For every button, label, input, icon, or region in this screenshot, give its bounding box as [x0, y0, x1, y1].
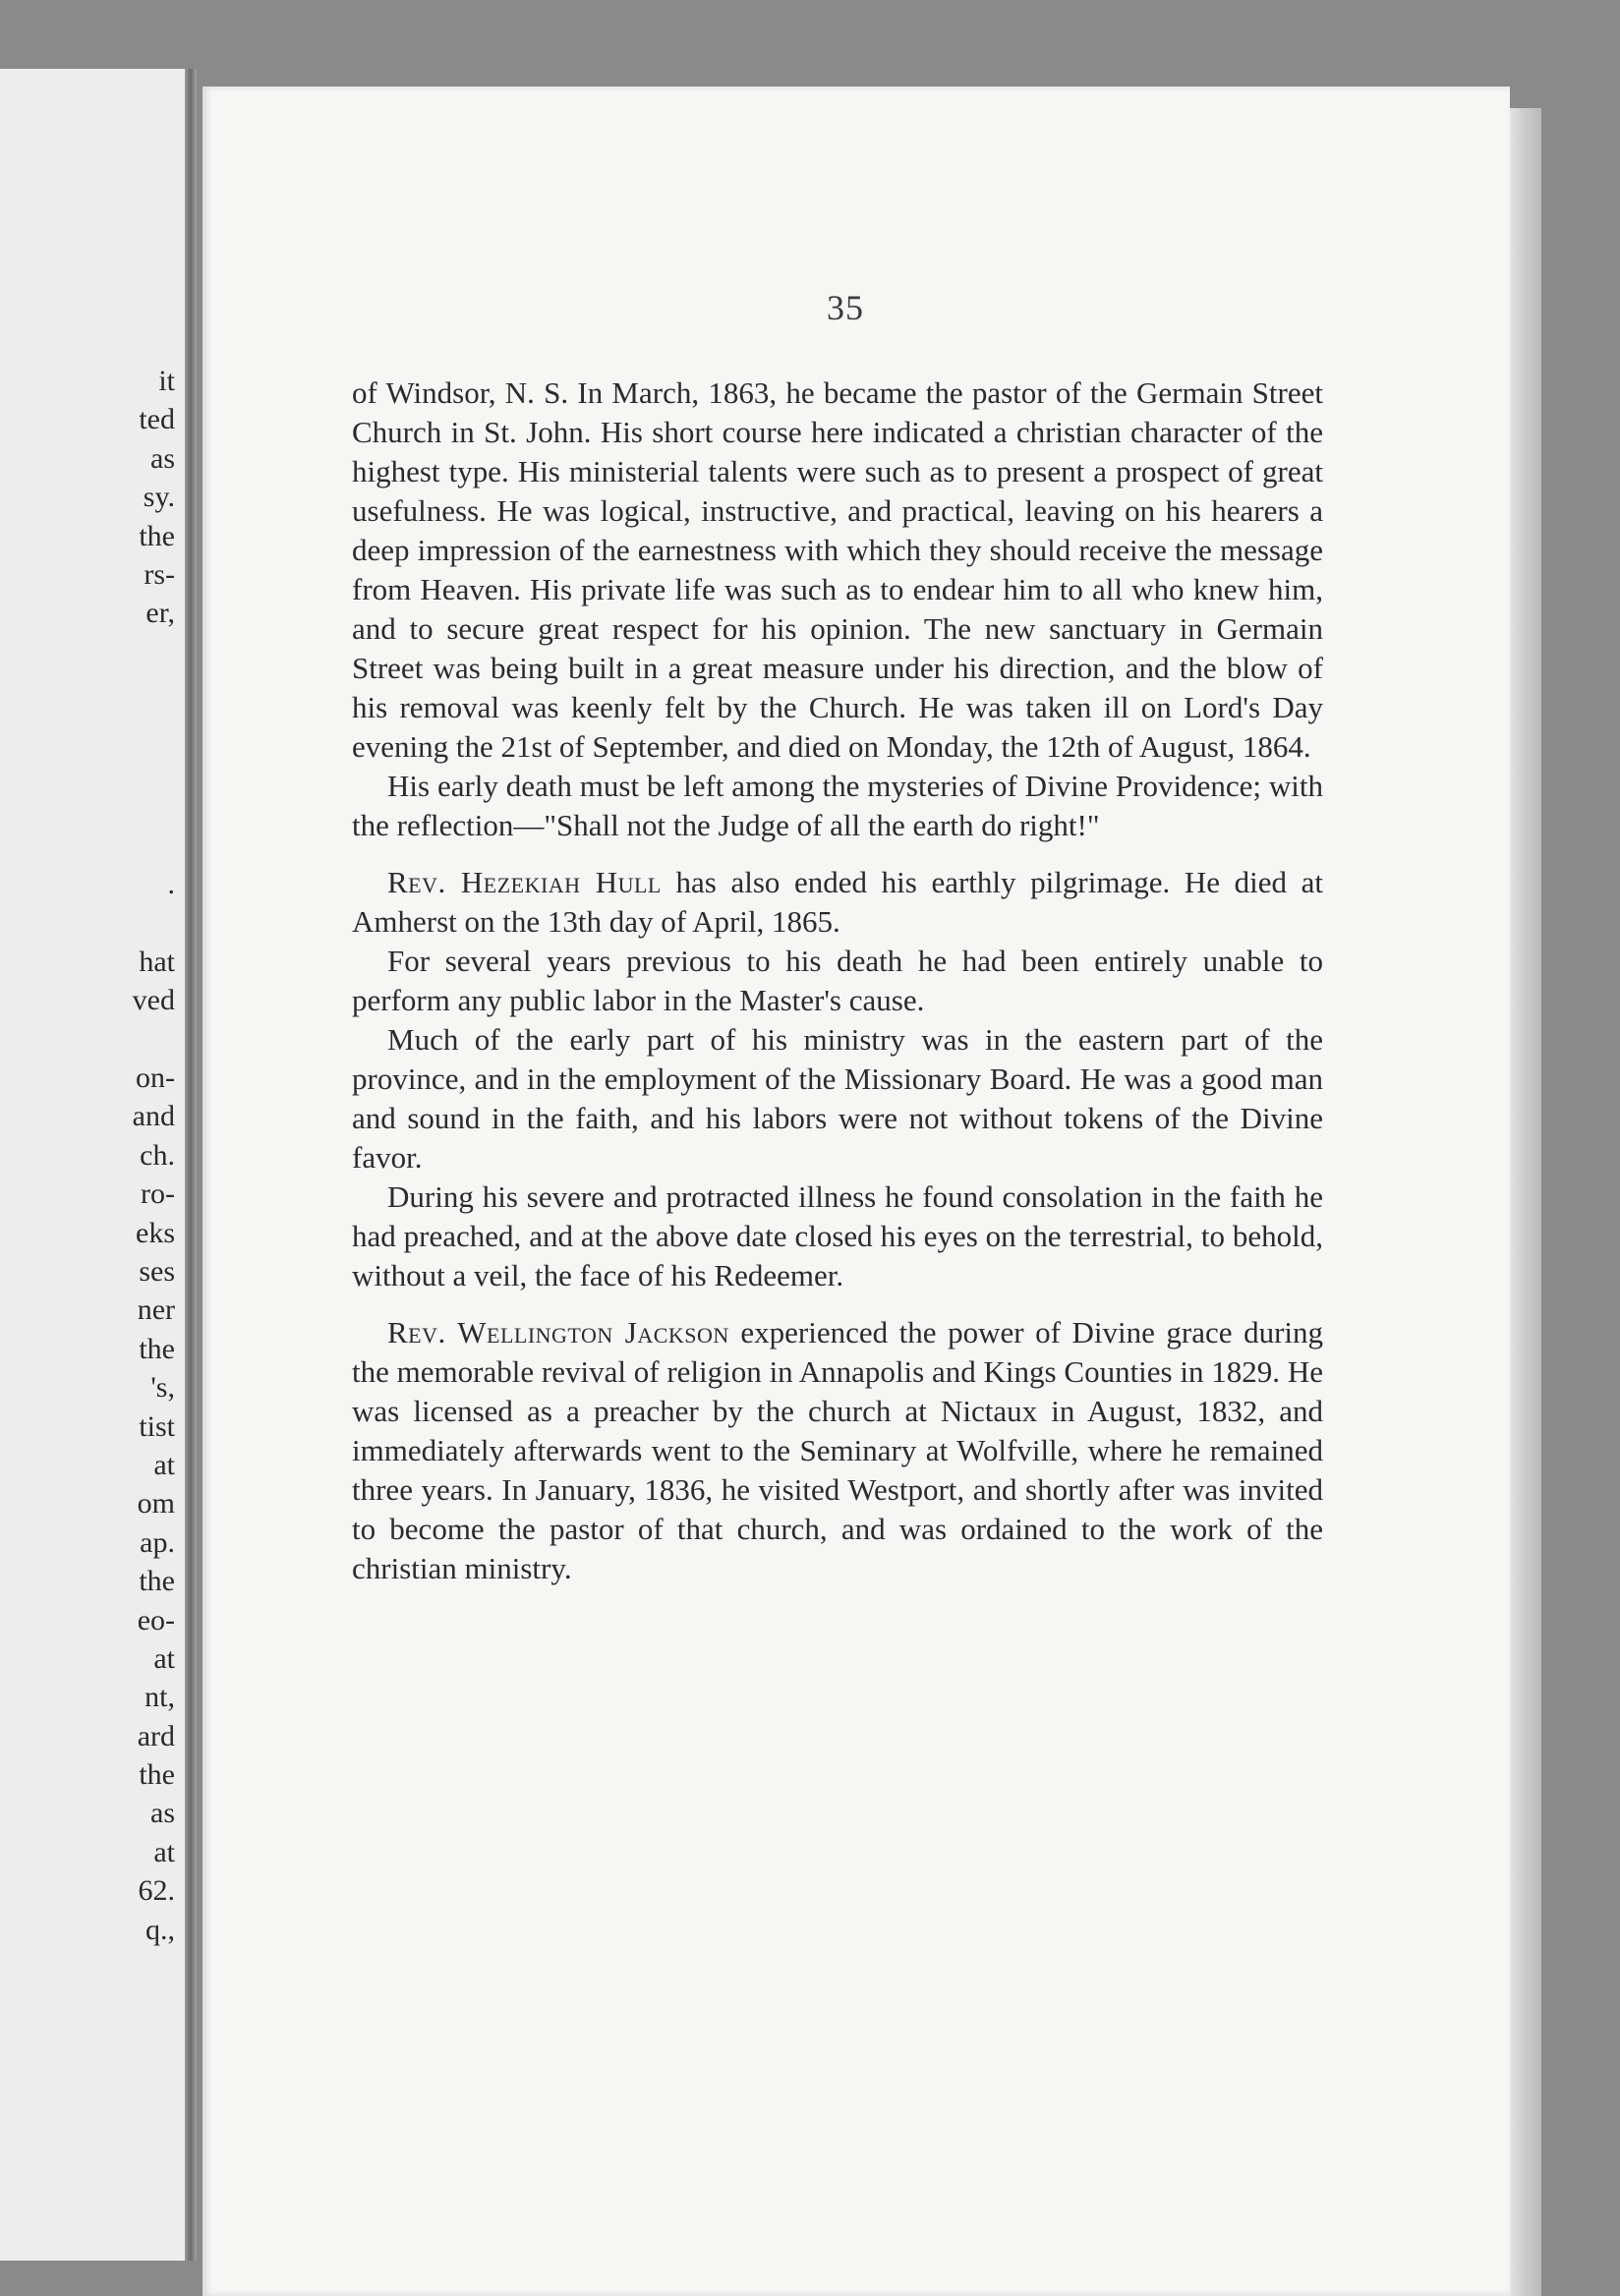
left-page-fragment: ses	[139, 1254, 175, 1288]
left-page-fragment: the	[139, 1565, 175, 1598]
paragraph-early-death	[352, 767, 1323, 845]
left-page-fragment: .	[167, 868, 175, 901]
paragraph-text: Much of the early part of his ministry was in the eastern part of the province, and in the employment of the Missionary Board. He was a good man and sound in the faith, and his labors were not without tokens of the Divine favor.	[352, 1022, 1323, 1175]
left-page-fragment: at	[153, 1448, 175, 1481]
left-page-fragment: ard	[137, 1719, 175, 1752]
left-page-fragment: nt,	[145, 1681, 175, 1714]
left-page-fragment: at	[153, 1835, 175, 1868]
minister-name: Rev. Wellington Jackson	[387, 1315, 729, 1349]
left-page-fragment: 62.	[138, 1874, 175, 1908]
left-page-fragment	[0, 903, 175, 942]
left-page-fragment: the	[139, 519, 175, 552]
left-page-fragment	[0, 787, 175, 826]
book-gutter	[185, 69, 197, 2261]
left-page-fragment: ner	[137, 1293, 175, 1327]
left-page-fragment: hat	[139, 945, 175, 978]
left-page-fragment	[0, 1020, 175, 1059]
left-page-fragment: er,	[145, 597, 175, 630]
paragraph-text: For several years previous to his death he had been entirely unable to perform any public labor in the Master's cause.	[352, 944, 1323, 1017]
left-page-fragment: sy.	[143, 481, 175, 514]
left-page-fragment: the	[139, 1332, 175, 1365]
left-page-fragment: om	[137, 1487, 175, 1521]
left-page-fragment: and	[132, 1100, 175, 1133]
page-number-container	[0, 287, 1620, 328]
page-number: 35	[827, 288, 864, 327]
left-page-fragment: ted	[139, 403, 175, 436]
left-page-fragment: as	[150, 441, 175, 475]
left-page-fragment: ap.	[140, 1525, 175, 1559]
left-page-fragment	[0, 633, 175, 671]
left-page-fragment: ved	[132, 984, 175, 1017]
paragraph-early-ministry	[352, 1020, 1323, 1177]
paragraph-text: has also ended his earthly pilgrimage. He died at Amherst on the 13th day of April, 1865.	[352, 865, 1323, 939]
left-page-fragment	[0, 711, 175, 749]
left-page-text-fragments	[0, 362, 175, 1949]
left-page-fragment: it	[158, 365, 175, 397]
left-page-fragment: ro-	[141, 1177, 175, 1211]
left-page-fragment: tist	[139, 1409, 175, 1443]
paragraph-several-years	[352, 942, 1323, 1020]
paragraph-illness	[352, 1177, 1323, 1295]
left-page-fragment: the	[139, 1758, 175, 1792]
body-text	[352, 373, 1323, 1588]
left-page-fragment: q.,	[145, 1913, 175, 1946]
left-page-fragment: on-	[136, 1062, 175, 1095]
left-page-fragment: at	[153, 1641, 175, 1675]
paragraph-windsor	[352, 373, 1323, 767]
left-page-fragment: as	[150, 1797, 175, 1830]
left-page-fragment	[0, 749, 175, 787]
left-page-fragment: eo-	[137, 1603, 175, 1636]
paragraph-jackson	[352, 1313, 1323, 1588]
paragraph-text: experienced the power of Divine grace during the memorable revival of religion in Annapolis and Kings Counties in 1829. He was licensed as a preacher by the church at Nictaux in August, 1832, and immediately afterwards went to the Seminary at Wolfville, where he remained three years. In January, 1836, he visited Westport, and shortly after was invited to become the pastor of that church, and was ordained to the work of the christian ministry.	[352, 1315, 1323, 1585]
minister-name: Rev. Hezekiah Hull	[387, 865, 662, 899]
left-page-fragment: ch.	[140, 1138, 175, 1172]
left-page-fragment	[0, 827, 175, 865]
page-edge	[1510, 108, 1541, 2296]
paragraph-hull	[352, 863, 1323, 942]
left-page-fragment: rs-	[144, 557, 175, 591]
paragraph-text: His early death must be left among the mysteries of Divine Providence; with the reflection—"Shall not the Judge of all the earth do right!"	[352, 769, 1323, 842]
paragraph-text: During his severe and protracted illness he found consolation in the faith he had preached, and at the above date closed his eyes on the terrestrial, to behold, without a veil, the face of his Redeemer.	[352, 1179, 1323, 1292]
left-page-fragment: eks	[136, 1216, 175, 1249]
paragraph-text: of Windsor, N. S. In March, 1863, he became the pastor of the Germain Street Church in St. John. His short course here indicated a christian character of the highest type. His ministerial talents were such as to present a prospect of great usefulness. He was logical, instructive, and practical, leaving on his hearers a deep impression of the earnestness with which they should receive the message from Heaven. His private life was such as to endear him to all who knew him, and to secure great respect for his opinion. The new sanctuary in Germain Street was being built in a great measure under his direction, and the blow of his removal was keenly felt by the Church. He was taken ill on Lord's Day evening the 21st of September, and died on Monday, the 12th of August, 1864.	[352, 375, 1323, 764]
left-page-fragment: 's,	[150, 1371, 175, 1405]
left-page-fragment	[0, 671, 175, 710]
